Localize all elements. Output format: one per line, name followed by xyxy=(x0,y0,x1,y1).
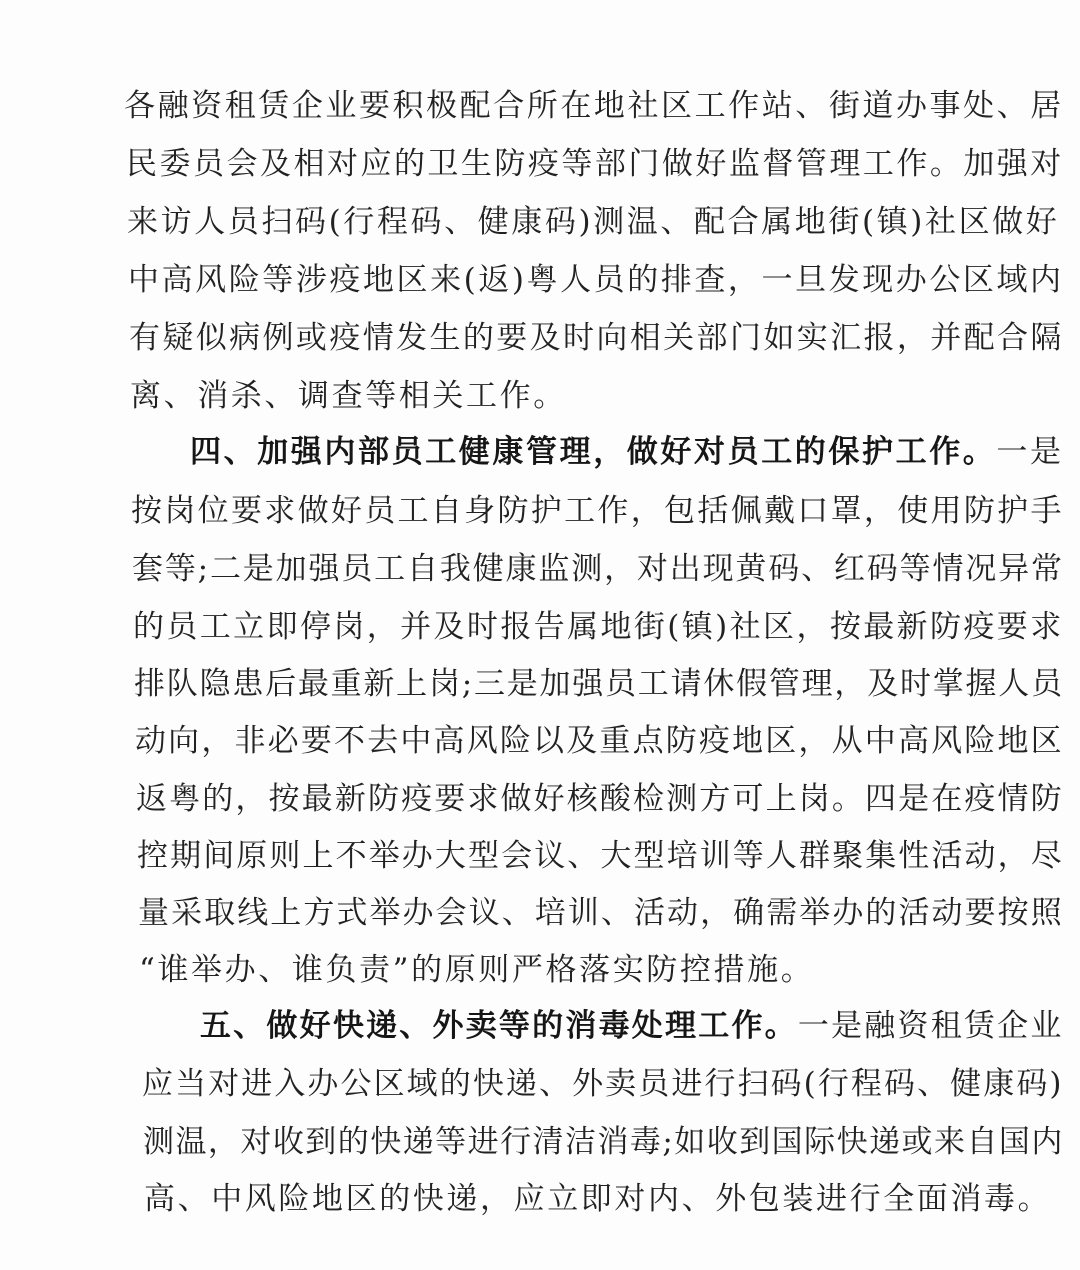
section-five-line xyxy=(200,1006,1064,1046)
line-text: 一是融资租赁企业 xyxy=(797,1008,1064,1044)
text-line xyxy=(138,893,1064,933)
line-text: “谁举办、谁负责”的原则严格落实防控措施。 xyxy=(139,952,815,988)
text-line xyxy=(126,144,1064,184)
line-text: 一是 xyxy=(996,434,1064,470)
text-line xyxy=(128,260,1064,300)
text-line xyxy=(133,607,1064,647)
text-line xyxy=(139,950,814,990)
text-line xyxy=(135,721,1064,761)
line-text: 排队隐患后最重新上岗;三是加强员工请休假管理，及时掌握人员 xyxy=(134,666,1064,702)
line-text: 返粤的，按最新防疫要求做好核酸检测方可上岗。四是在疫情防 xyxy=(136,781,1064,817)
text-line xyxy=(142,1064,1064,1104)
text-line xyxy=(137,836,1064,876)
line-text: 有疑似病例或疫情发生的要及时向相关部门如实汇报，并配合隔 xyxy=(129,320,1064,356)
line-text: 量采取线上方式举办会议、培训、活动，确需举办的活动要按照 xyxy=(138,895,1064,931)
text-line xyxy=(131,491,1064,531)
line-text: 应当对进入办公区域的快递、外卖员进行扫码(行程码、健康码) xyxy=(142,1066,1064,1102)
line-text: 民委员会及相对应的卫生防疫等部门做好监督管理工作。加强对 xyxy=(126,146,1064,182)
text-line xyxy=(136,779,1064,819)
section-heading: 四、加强内部员工健康管理，做好对员工的保护工作。 xyxy=(190,434,997,470)
line-text: 各融资租赁企业要积极配合所在地社区工作站、街道办事处、居 xyxy=(124,88,1064,124)
line-text: 控期间原则上不举办大型会议、大型培训等人群聚集性活动，尽 xyxy=(137,838,1064,874)
line-text: 按岗位要求做好员工自身防护工作，包括佩戴口罩，使用防护手 xyxy=(131,493,1064,529)
line-text: 测温，对收到的快递等进行清洁消毒;如收到国际快递或来自国内 xyxy=(143,1124,1064,1160)
text-line xyxy=(129,318,1064,358)
text-line xyxy=(134,664,1064,704)
line-text: 来访人员扫码(行程码、健康码)测温、配合属地街(镇)社区做好 xyxy=(127,204,1060,240)
line-text: 动向，非必要不去中高风险以及重点防疫地区，从中高风险地区 xyxy=(135,723,1064,759)
text-line xyxy=(144,1179,1051,1219)
text-line xyxy=(132,549,1064,589)
line-text: 中高风险等涉疫地区来(返)粤人员的排查，一旦发现办公区域内 xyxy=(128,262,1064,298)
text-line xyxy=(130,376,567,416)
text-line xyxy=(127,202,1059,242)
line-text: 离、消杀、调查等相关工作。 xyxy=(130,378,567,414)
line-text: 套等;二是加强员工自我健康监测，对出现黄码、红码等情况异常 xyxy=(132,551,1064,587)
text-line xyxy=(143,1122,1064,1162)
text-line xyxy=(124,86,1064,126)
line-text: 的员工立即停岗，并及时报告属地街(镇)社区，按最新防疫要求 xyxy=(133,609,1064,645)
section-four-line xyxy=(190,432,1064,472)
line-text: 高、中风险地区的快递，应立即对内、外包装进行全面消毒。 xyxy=(144,1181,1052,1217)
section-heading: 五、做好快递、外卖等的消毒处理工作。 xyxy=(200,1008,798,1044)
